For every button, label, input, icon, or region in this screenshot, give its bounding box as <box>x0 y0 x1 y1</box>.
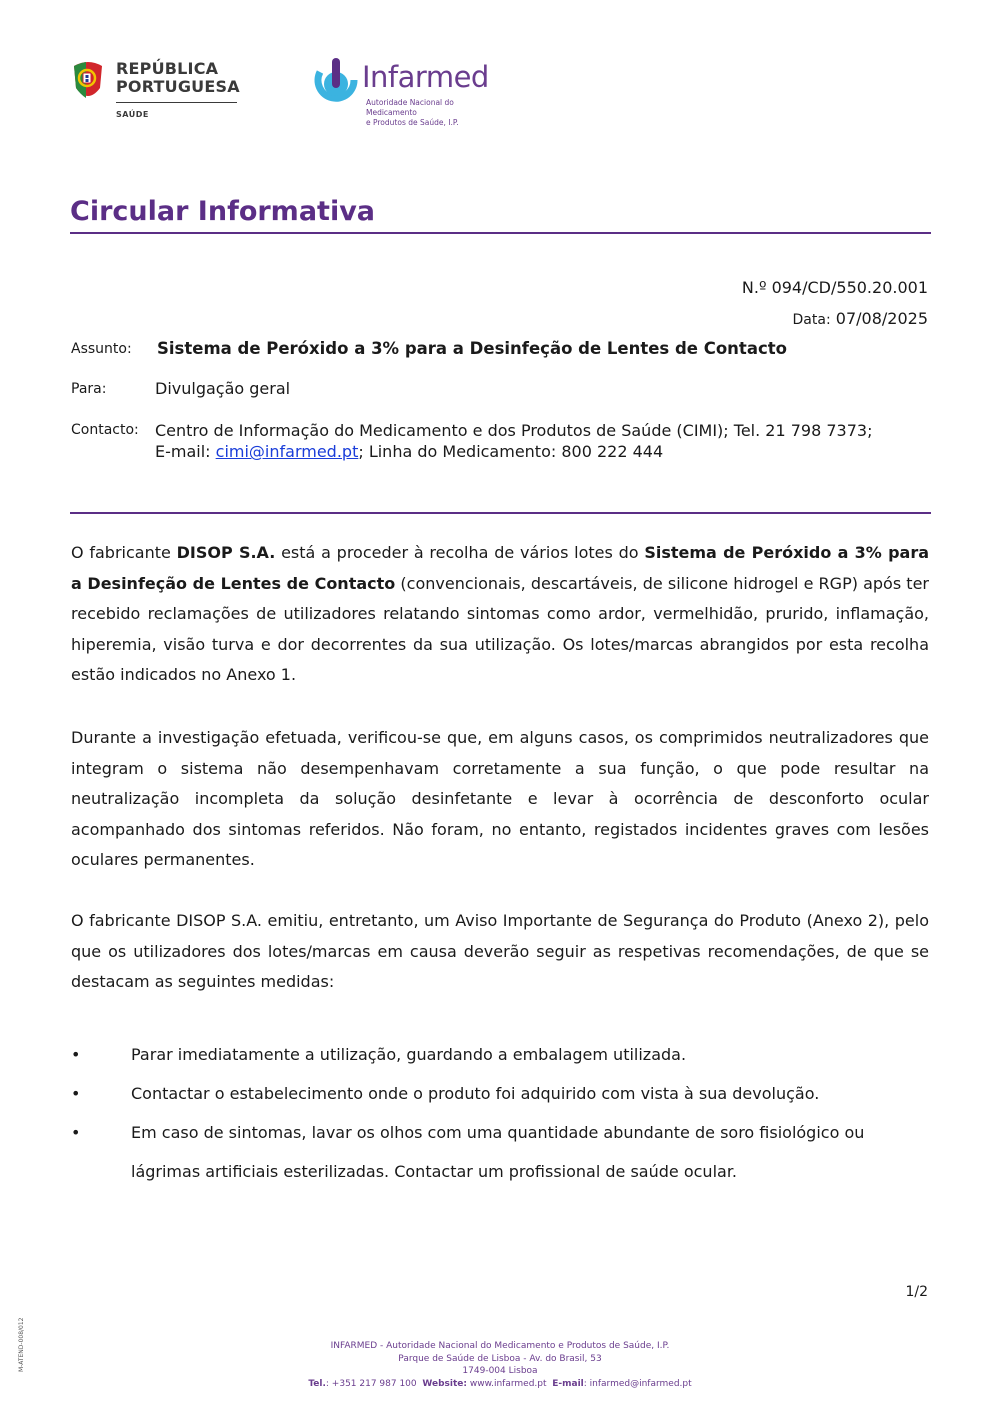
footer-line-2: Parque de Saúde de Lisboa - Av. do Brasil, 53 <box>398 1353 602 1364</box>
contact-label: Contacto: <box>71 422 139 438</box>
paragraph-2: Durante a investigação efetuada, verificou-se que, em alguns casos, os comprimidos neutralizadores que integram o sistema não desempenhavam corretamente a sua função, o que pode resultar na neutralização incompleta da solução desinfetante e levar à ocorrência de desconforto ocular acompanhado dos sintomas referidos. Não foram, no entanto, registados incidentes graves com lesões oculares permanentes. <box>71 728 929 870</box>
logo-divider <box>116 102 237 103</box>
infarmed-mark-icon <box>314 58 358 104</box>
to-value: Divulgação geral <box>155 379 291 398</box>
document-title: Circular Informativa <box>70 196 376 227</box>
contact-line-2: E-mail: cimi@infarmed.pt; Linha do Medicamento: 800 222 444 <box>155 442 664 461</box>
footer <box>0 1340 1000 1390</box>
infarmed-logo <box>314 58 494 127</box>
republica-portuguesa-logo <box>70 58 240 122</box>
circular-number: N.º 094/CD/550.20.001 <box>741 278 928 297</box>
product-name: Sistema de Peróxido a 3% para a Desinfeção de Lentes de Contacto <box>71 543 930 593</box>
page-number: 1/2 <box>905 1284 928 1300</box>
list-item: • Contactar o estabelecimento onde o produto foi adquirido com vista à sua devolução. <box>71 1074 929 1113</box>
footer-email-link[interactable]: : infarmed@infarmed.pt <box>583 1378 692 1389</box>
header-rule <box>70 512 931 514</box>
portugal-emblem-icon <box>70 58 106 106</box>
form-code: M-ATEND-008/012 <box>18 1317 25 1372</box>
paragraph-1: O fabricante DISOP S.A. está a proceder à recolha de vários lotes do Sistema de Peróxido a 3% para a Desinfeção de Lentes de Contacto (convencionais, descartáveis, de silicone hidrogel e RGP) após ter recebido reclamações de utilizadores relatando sintomas como ardor, vermelhidão, prurido, inflamação, hiperemia, visão turva e dor decorrentes da sua utilização. Os lotes/marcas abrangidos por esta recolha estão indicados no Anexo 1. <box>71 543 930 685</box>
list-item: • Parar imediatamente a utilização, guardando a embalagem utilizada. <box>71 1035 929 1074</box>
subject-value: Sistema de Peróxido a 3% para a Desinfeção de Lentes de Contacto <box>157 339 787 358</box>
bullet-icon: • <box>71 1045 81 1064</box>
date-label: Data: <box>792 312 831 328</box>
manufacturer-name: DISOP S.A. <box>176 543 276 562</box>
footer-line-3: 1749-004 Lisboa <box>462 1366 538 1376</box>
paragraph-3: O fabricante DISOP S.A. emitiu, entretanto, um Aviso Importante de Segurança do Produto (Anexo 2), pelo que os utilizadores dos lotes/marcas em causa deverão seguir as respetivas recomendações, de que se destacam as seguintes medidas: <box>71 911 929 992</box>
footer-website-link[interactable]: www.infarmed.pt <box>466 1378 547 1389</box>
infarmed-name: Infarmed <box>362 60 489 94</box>
republica-portuguesa-text: REPÚBLICA PORTUGUESA <box>116 59 240 96</box>
bullet-icon: • <box>71 1123 81 1142</box>
title-rule <box>70 232 931 234</box>
infarmed-subtitle: Autoridade Nacional do Medicamento e Produtos de Saúde, I.P. <box>366 98 459 127</box>
bullet-icon: • <box>71 1084 81 1103</box>
footer-contacts: Tel.: +351 217 987 100 Website: www.infarmed.pt E-mail: infarmed@infarmed.pt <box>308 1378 692 1389</box>
to-label: Para: <box>71 381 107 397</box>
email-link[interactable]: cimi@infarmed.pt <box>215 442 359 461</box>
date-line <box>793 309 928 328</box>
footer-line-1: INFARMED - Autoridade Nacional do Medicamento e Produtos de Saúde, I.P. <box>330 1341 670 1351</box>
measures-list <box>71 1035 929 1191</box>
subject-label: Assunto: <box>71 341 132 357</box>
contact-value <box>155 420 872 462</box>
saude-label: SAÚDE <box>116 110 149 119</box>
contact-line-1: Centro de Informação do Medicamento e dos Produtos de Saúde (CIMI); Tel. 21 798 7373; <box>155 421 873 440</box>
date-value: 07/08/2025 <box>835 309 928 328</box>
list-item: • Em caso de sintomas, lavar os olhos com uma quantidade abundante de soro fisiológico ou lágrimas artificiais esterilizadas. Contactar um profissional de saúde ocular. <box>71 1113 929 1191</box>
